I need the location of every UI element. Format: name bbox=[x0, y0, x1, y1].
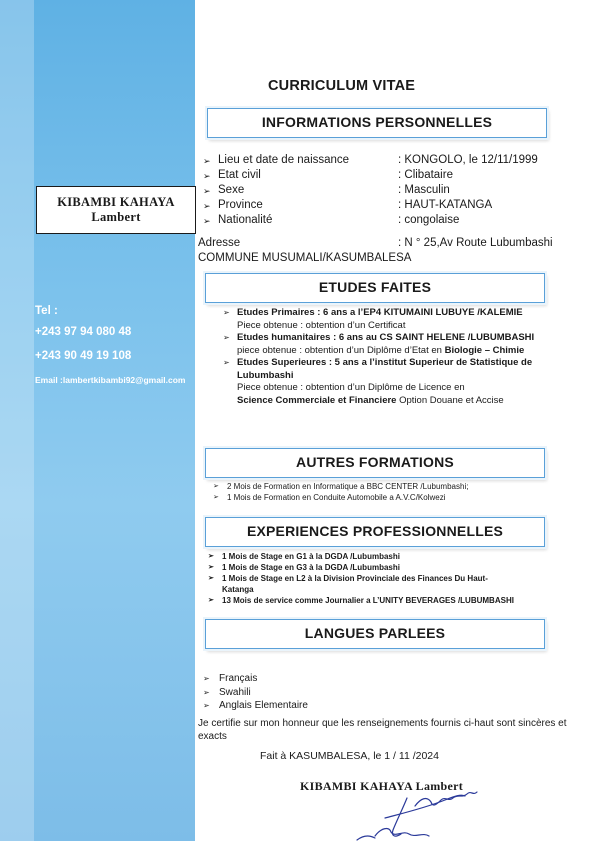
list-item bbox=[213, 492, 468, 503]
phone-1: +243 97 94 080 48 bbox=[35, 326, 132, 338]
language-text: Swahili bbox=[219, 686, 251, 698]
info-value: : HAUT-KATANGA bbox=[398, 199, 493, 211]
list-item bbox=[203, 672, 308, 686]
list-item-text: 2 Mois de Formation en Informatique a BBC CENTER /Lubumbashi; bbox=[227, 482, 469, 491]
arrow-icon: ➢ bbox=[203, 216, 211, 226]
tel-label: Tel : bbox=[35, 305, 58, 317]
list-item-text: Katanga bbox=[222, 585, 254, 594]
info-row bbox=[203, 198, 593, 213]
section-title-personal: INFORMATIONS PERSONNELLES bbox=[261, 114, 493, 130]
address-row-2 bbox=[198, 251, 593, 266]
study-title: Etudes Primaires : 6 ans a l’EP4 KITUMAINI LUBUYE /KALEMIE bbox=[237, 307, 523, 318]
info-label: Nationalité bbox=[218, 214, 273, 226]
arrow-icon: ➢ bbox=[203, 201, 211, 211]
languages-list bbox=[203, 672, 308, 713]
study-title: Etudes humanitaires : 6 ans au CS SAINT HELENE /LUBUMBASHI bbox=[237, 332, 535, 343]
address-line-2: COMMUNE MUSUMALI/KASUMBALESA bbox=[198, 252, 412, 264]
list-item bbox=[203, 686, 308, 700]
arrow-icon: ➢ bbox=[208, 597, 214, 604]
email-value: lambertkibambi92@gmail.com bbox=[62, 375, 186, 385]
arrow-icon: ➢ bbox=[223, 333, 230, 342]
info-row bbox=[203, 183, 593, 198]
list-item-text: 13 Mois de service comme Journalier a L’UNITY BEVERAGES /LUBUMBASHI bbox=[222, 596, 514, 605]
study-item bbox=[223, 357, 553, 407]
study-line: Piece obtenue : obtention d’un Certificat bbox=[237, 319, 406, 331]
handwritten-signature bbox=[345, 778, 495, 841]
email bbox=[35, 375, 193, 385]
name-line-1: KIBAMBI KAHAYA bbox=[57, 195, 175, 209]
arrow-icon: ➢ bbox=[203, 171, 211, 181]
language-text: Français bbox=[219, 673, 258, 684]
list-item bbox=[213, 481, 468, 492]
place-date: Fait à KASUMBALESA, le 1 / 11 /2024 bbox=[260, 750, 439, 762]
email-label: Email : bbox=[35, 375, 63, 385]
list-item-continuation bbox=[208, 584, 514, 595]
sidebar bbox=[0, 0, 195, 841]
contact-block bbox=[35, 305, 195, 385]
section-header-personal bbox=[207, 108, 547, 138]
list-item bbox=[208, 551, 514, 562]
arrow-icon: ➢ bbox=[203, 186, 211, 196]
arrow-icon: ➢ bbox=[208, 564, 214, 571]
section-title-experience: EXPERIENCES PROFESSIONNELLES bbox=[246, 523, 504, 539]
address-value: : N ° 25,Av Route Lubumbashi bbox=[398, 237, 553, 249]
arrow-icon: ➢ bbox=[223, 308, 230, 317]
experience-list bbox=[208, 551, 514, 606]
arrow-icon: ➢ bbox=[213, 483, 219, 490]
arrow-icon: ➢ bbox=[203, 674, 210, 683]
page-title: CURRICULUM VITAE bbox=[268, 78, 416, 94]
list-item-text: 1 Mois de Stage en G1 à la DGDA /Lubumbashi bbox=[222, 552, 400, 561]
list-item-text: 1 Mois de Formation en Conduite Automobile a A.V.C/Kolwezi bbox=[227, 493, 446, 502]
section-header-languages bbox=[205, 619, 545, 649]
list-item bbox=[203, 699, 308, 713]
info-value: : Masculin bbox=[398, 184, 450, 196]
address-label: Adresse bbox=[198, 237, 241, 249]
study-line: Piece obtenue : obtention d’un Diplôme de Licence en bbox=[237, 382, 465, 393]
phone-2: +243 90 49 19 108 bbox=[35, 350, 132, 362]
list-item bbox=[208, 562, 514, 573]
list-item-text: 1 Mois de Stage en L2 à la Division Provinciale des Finances Du Haut- bbox=[222, 574, 488, 583]
address-row bbox=[198, 236, 593, 251]
arrow-icon: ➢ bbox=[203, 701, 210, 710]
section-title-languages: LANGUES PARLEES bbox=[304, 625, 446, 641]
arrow-icon: ➢ bbox=[203, 156, 211, 166]
other-trainings-list bbox=[213, 481, 468, 503]
list-item-text: 1 Mois de Stage en G3 à la DGDA /Lubumbashi bbox=[222, 563, 400, 572]
name-box bbox=[36, 186, 196, 234]
section-header-studies bbox=[205, 273, 545, 303]
info-value: : KONGOLO, le 12/11/1999 bbox=[398, 154, 538, 166]
studies-list bbox=[223, 307, 553, 407]
arrow-icon: ➢ bbox=[208, 575, 214, 582]
study-line-bold: Science Commerciale et Financiere bbox=[237, 394, 397, 406]
arrow-icon: ➢ bbox=[213, 494, 219, 501]
language-text: Anglais Elementaire bbox=[219, 700, 308, 711]
section-title-studies: ETUDES FAITES bbox=[318, 279, 432, 295]
info-label: Lieu et date de naissance bbox=[218, 154, 350, 166]
info-label: Etat civil bbox=[218, 169, 261, 181]
personal-info bbox=[198, 153, 593, 266]
section-header-other bbox=[205, 448, 545, 478]
info-value: : Clibataire bbox=[398, 169, 453, 181]
list-item bbox=[208, 595, 514, 606]
info-row bbox=[203, 213, 593, 228]
study-item bbox=[223, 332, 553, 357]
study-line-bold: Biologie – Chimie bbox=[444, 344, 525, 356]
section-title-other: AUTRES FORMATIONS bbox=[296, 454, 454, 470]
list-item bbox=[208, 573, 514, 584]
certification-text: Je certifie sur mon honneur que les renseignements fournis ci-haut sont sincères et exacts bbox=[198, 718, 567, 742]
study-line bbox=[237, 345, 553, 358]
arrow-icon: ➢ bbox=[203, 687, 210, 697]
info-value: : congolaise bbox=[398, 214, 460, 226]
info-label: Province bbox=[218, 199, 263, 211]
arrow-icon: ➢ bbox=[223, 358, 230, 367]
section-header-experience bbox=[205, 517, 545, 547]
arrow-icon: ➢ bbox=[208, 553, 214, 560]
study-line-text: piece obtenue : obtention d’un Diplôme d’Etat en bbox=[237, 344, 442, 356]
study-title: Etudes Superieures : 5 ans a l’institut Superieur de Statistique de Lubumbashi bbox=[237, 357, 533, 381]
info-label: Sexe bbox=[218, 184, 245, 196]
signature-name: KIBAMBI KAHAYA Lambert bbox=[300, 779, 464, 793]
info-row bbox=[203, 153, 593, 168]
name-line-2: Lambert bbox=[91, 210, 141, 224]
info-row bbox=[203, 168, 593, 183]
study-line-text: Option Douane et Accise bbox=[399, 394, 504, 406]
study-line bbox=[237, 395, 553, 408]
study-item bbox=[223, 307, 553, 332]
